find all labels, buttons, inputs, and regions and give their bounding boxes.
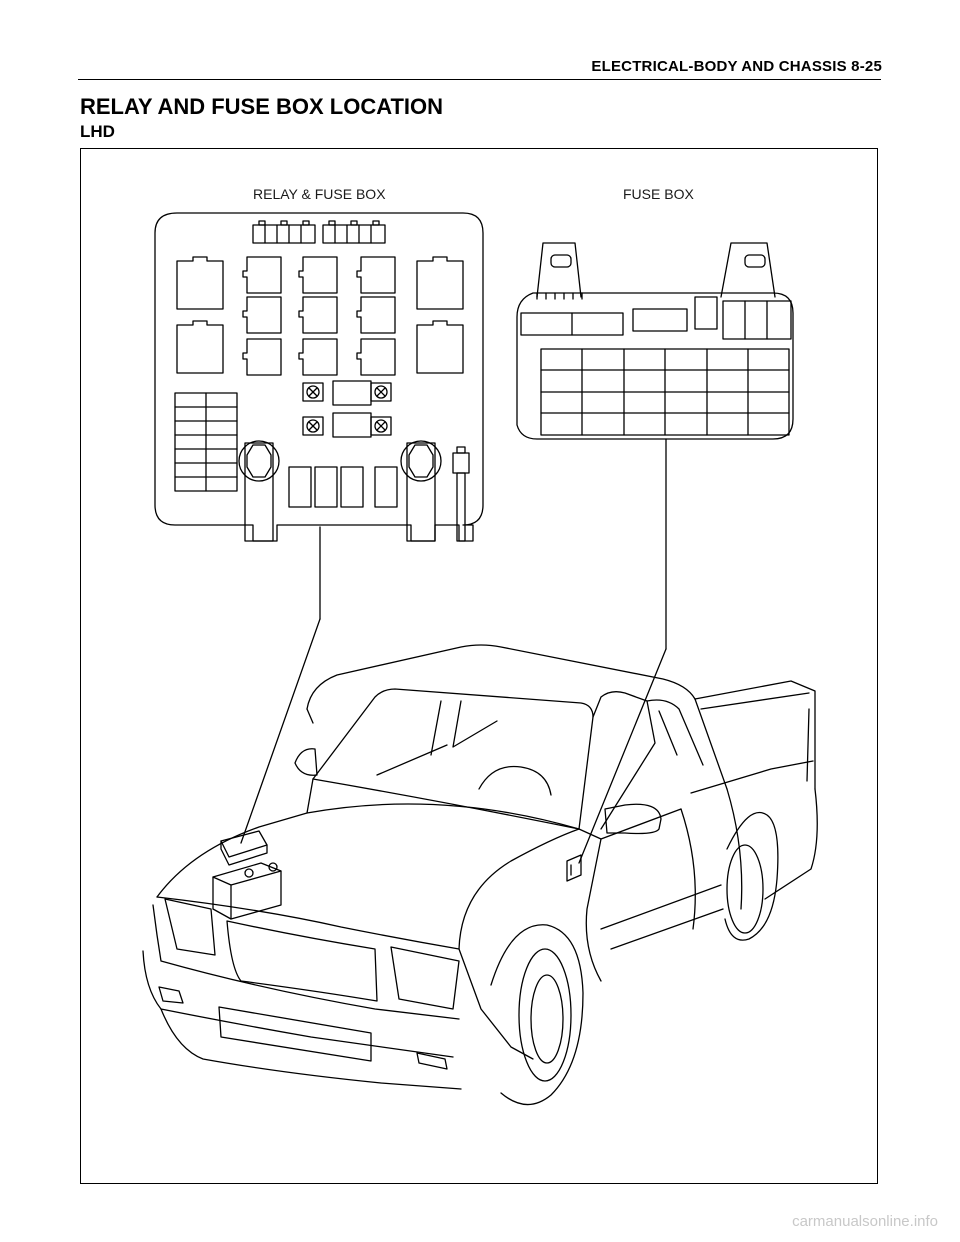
leader-lines bbox=[241, 439, 666, 863]
page-title: RELAY AND FUSE BOX LOCATION bbox=[80, 94, 444, 119]
location-figure bbox=[80, 148, 878, 1184]
fuse-box-label: FUSE BOX bbox=[623, 186, 694, 202]
pickup-truck-illustration bbox=[143, 645, 817, 1105]
section-header-title: ELECTRICAL-BODY AND CHASSIS 8-25 bbox=[591, 58, 882, 75]
page-subtitle: LHD bbox=[80, 122, 115, 141]
relay-fuse-box-label: RELAY & FUSE BOX bbox=[253, 186, 386, 202]
header-rule bbox=[78, 79, 881, 80]
fuse-box-diagram bbox=[517, 243, 793, 439]
relay-fuse-box-diagram bbox=[155, 213, 483, 541]
footer-watermark[interactable]: carmanualsonline.info bbox=[792, 1213, 938, 1230]
